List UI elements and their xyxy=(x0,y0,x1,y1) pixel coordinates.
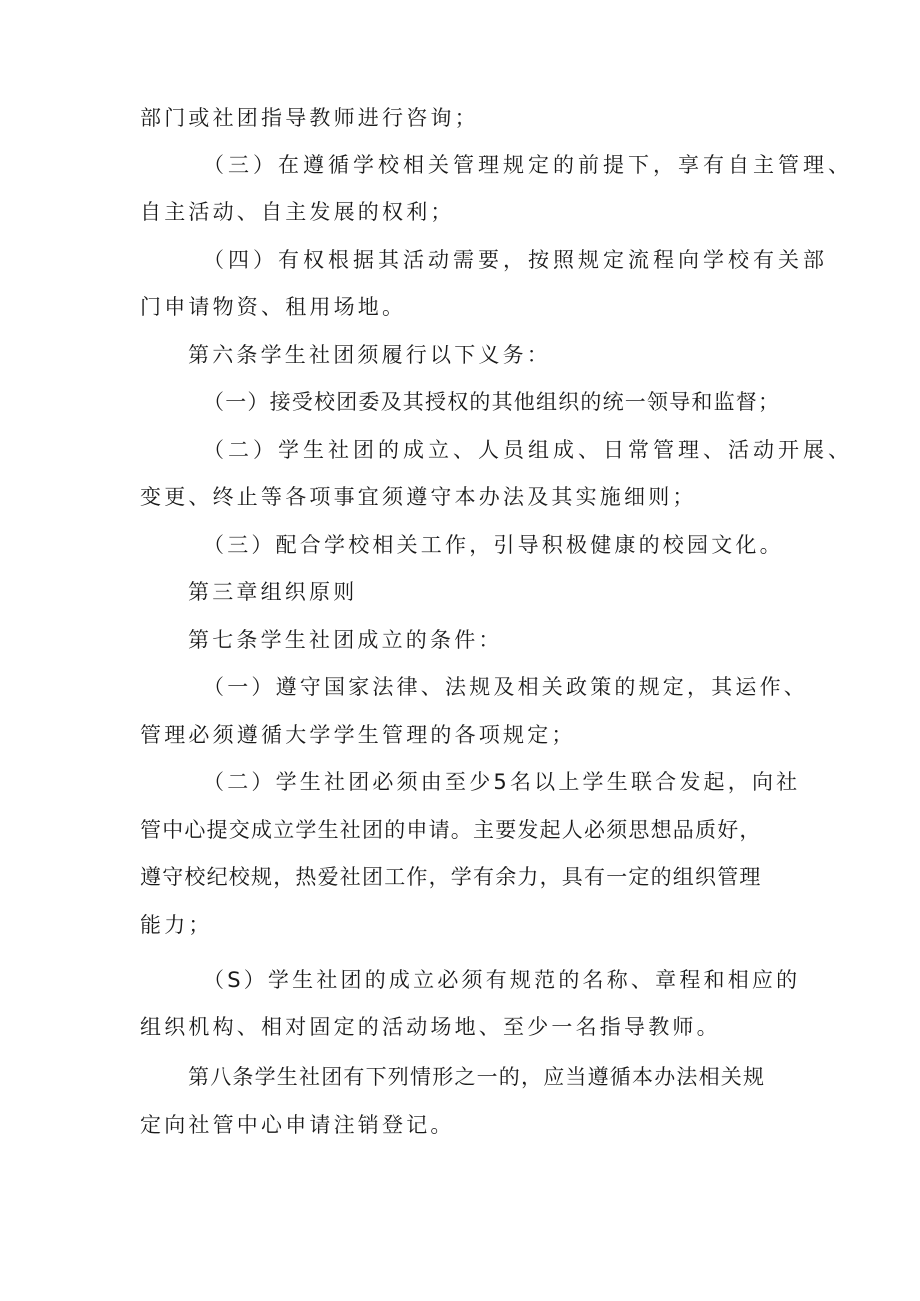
text-line: 管理必须遵循大学学生管理的各项规定； xyxy=(140,723,576,747)
text-line: 管中心提交成立学生社团的申请。主要发起人必须思想品质好， xyxy=(140,818,762,842)
chapter-heading: 第三章组织原则 xyxy=(188,580,358,604)
text-line: 变更、终止等各项事宜须遵守本办法及其实施细则； xyxy=(140,485,697,509)
text-line: （一）接受校团委及其授权的其他组织的统一领导和监督； xyxy=(203,390,781,414)
text-line: （S）学生社团的成立必须有规范的名称、章程和相应的 xyxy=(203,968,801,992)
text-line: （三）配合学校相关工作，引导积极健康的校园文化。 xyxy=(203,533,784,557)
text-line: 定向社管中心申请注销登记。 xyxy=(140,1113,455,1137)
text-line: 门申请物资、租用场地。 xyxy=(140,295,407,319)
text-line: （四）有权根据其活动需要，按照规定流程向学校有关部 xyxy=(203,248,828,272)
article-heading: 第八条学生社团有下列情形之一的，应当遵循本办法相关规 xyxy=(188,1065,766,1089)
text-line: 遵守校纪校规，热爱社团工作，学有余力，具有一定的组织管理 xyxy=(140,865,762,889)
text-line: （二）学生社团的成立、人员组成、日常管理、活动开展、 xyxy=(203,438,853,462)
text-line: 组织机构、相对固定的活动场地、至少一名指导教师。 xyxy=(140,1015,721,1039)
text-line: （二）学生社团必须由至少5名以上学生联合发起，向社 xyxy=(203,770,801,794)
text-line: 自主活动、自主发展的权利； xyxy=(140,200,455,224)
article-heading: 第七条学生社团成立的条件： xyxy=(188,628,503,652)
article-heading: 第六条学生社团须履行以下义务： xyxy=(188,343,551,367)
text-line: 能力； xyxy=(140,913,213,937)
text-line: 部门或社团指导教师进行咨询； xyxy=(140,106,479,130)
text-line: （一）遵守国家法律、法规及相关政策的规定，其运作、 xyxy=(203,675,808,699)
text-line: （三）在遵循学校相关管理规定的前提下，享有自主管理、 xyxy=(203,153,853,177)
